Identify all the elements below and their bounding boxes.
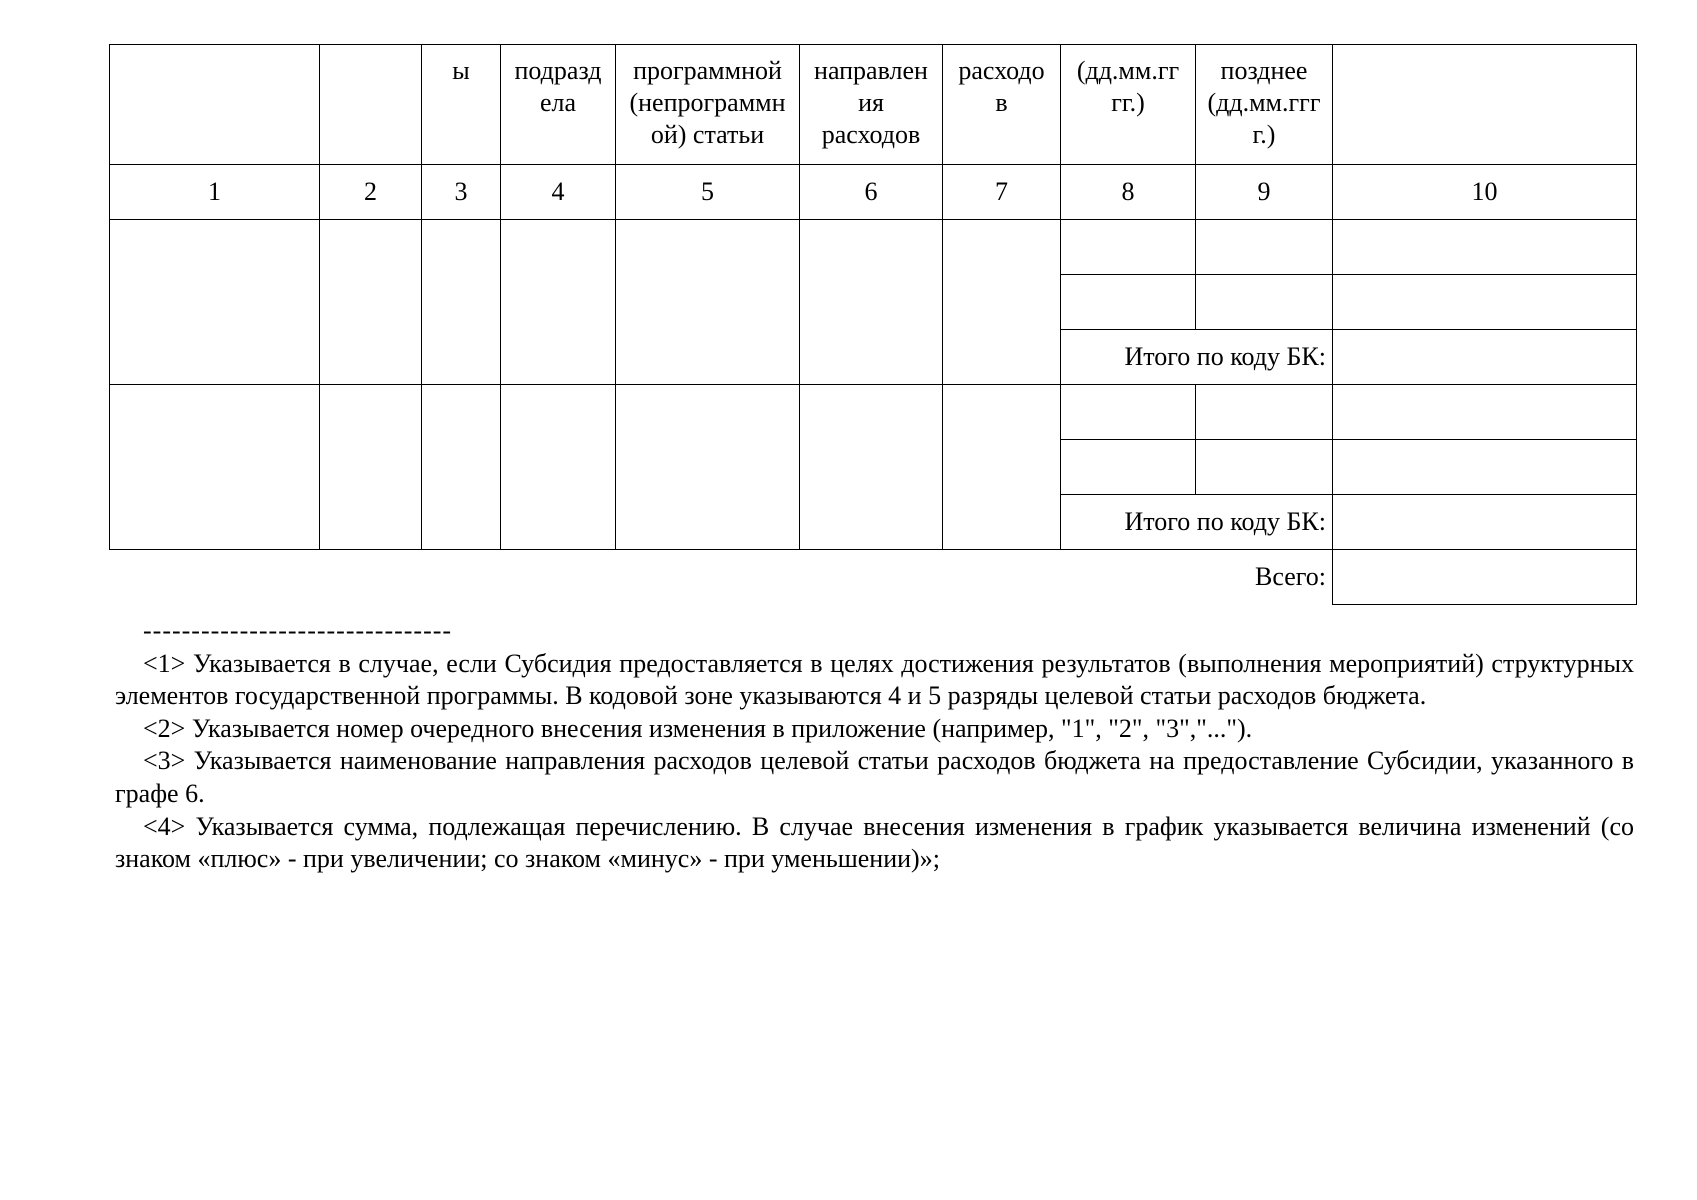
header-cell: направлен ия расходов	[800, 45, 943, 165]
table-cell	[320, 220, 422, 385]
table-cell	[1061, 275, 1196, 330]
total-value	[1333, 550, 1637, 605]
table-cell	[1196, 385, 1333, 440]
column-number: 6	[800, 165, 943, 220]
table-cell	[1333, 385, 1637, 440]
footnote-separator: --------------------------------	[143, 616, 453, 645]
subtotal-value	[1333, 495, 1637, 550]
header-cell: ы	[422, 45, 501, 165]
table-cell	[1333, 220, 1637, 275]
table-cell	[616, 220, 800, 385]
subtotal-label: Итого по коду БК:	[1061, 330, 1333, 385]
table-cell	[320, 385, 422, 550]
footnote-4: <4> Указывается сумма, подлежащая перечислению. В случае внесения изменения в график указывается величина изменений (со знаком «плюс» - при увеличении; со знаком «минус» - при уменьшении)»;	[115, 811, 1634, 874]
table-row	[110, 385, 1637, 440]
table-cell	[1196, 220, 1333, 275]
table-row	[110, 220, 1637, 275]
table-cell	[1061, 440, 1196, 495]
table-cell	[943, 220, 1061, 385]
table-cell	[1061, 220, 1196, 275]
column-number: 8	[1061, 165, 1196, 220]
subtotal-value	[1333, 330, 1637, 385]
header-cell	[320, 45, 422, 165]
column-number: 4	[501, 165, 616, 220]
column-number: 1	[110, 165, 320, 220]
table-header-row	[110, 45, 1637, 165]
table-cell	[1196, 440, 1333, 495]
column-number: 9	[1196, 165, 1333, 220]
table-cell	[1333, 440, 1637, 495]
header-cell	[110, 45, 320, 165]
table-cell	[800, 220, 943, 385]
total-row	[110, 550, 1637, 605]
header-cell: (дд.мм.гг гг.)	[1061, 45, 1196, 165]
footnotes	[115, 615, 1634, 876]
table-cell	[422, 220, 501, 385]
table-cell	[110, 385, 320, 550]
table-cell	[943, 385, 1061, 550]
total-label: Всего:	[1255, 562, 1326, 592]
header-cell: расходо в	[943, 45, 1061, 165]
header-cell: позднее (дд.мм.ггг г.)	[1196, 45, 1333, 165]
table-cell	[1061, 385, 1196, 440]
column-number: 10	[1333, 165, 1637, 220]
footnote-3: <3> Указывается наименование направления расходов целевой статьи расходов бюджета на предоставление Субсидии, указанного в графе 6.	[115, 746, 1634, 808]
column-number-row	[110, 165, 1637, 220]
footnote-2: <2> Указывается номер очередного внесения изменения в приложение (например, "1", "2", "3","...").	[143, 713, 1253, 743]
column-number: 3	[422, 165, 501, 220]
table-cell	[1333, 275, 1637, 330]
header-cell: программной (непрограммн ой) статьи	[616, 45, 800, 165]
table-cell	[501, 385, 616, 550]
table-cell	[110, 220, 320, 385]
table-cell	[422, 385, 501, 550]
payment-schedule-table	[109, 44, 1637, 605]
header-cell: подразд ела	[501, 45, 616, 165]
column-number: 7	[943, 165, 1061, 220]
footnote-1: <1> Указывается в случае, если Субсидия предоставляется в целях достижения результатов (выполнения мероприятий) структурных элементов государственной программы. В кодовой зоне указываются 4 и 5 разряды целевой статьи расходов бюджета.	[115, 648, 1634, 711]
table-cell	[1196, 275, 1333, 330]
table-cell	[501, 220, 616, 385]
table-cell	[800, 385, 943, 550]
header-cell	[1333, 45, 1637, 165]
column-number: 5	[616, 165, 800, 220]
table-cell	[616, 385, 800, 550]
subtotal-label: Итого по коду БК:	[1061, 495, 1333, 550]
column-number: 2	[320, 165, 422, 220]
